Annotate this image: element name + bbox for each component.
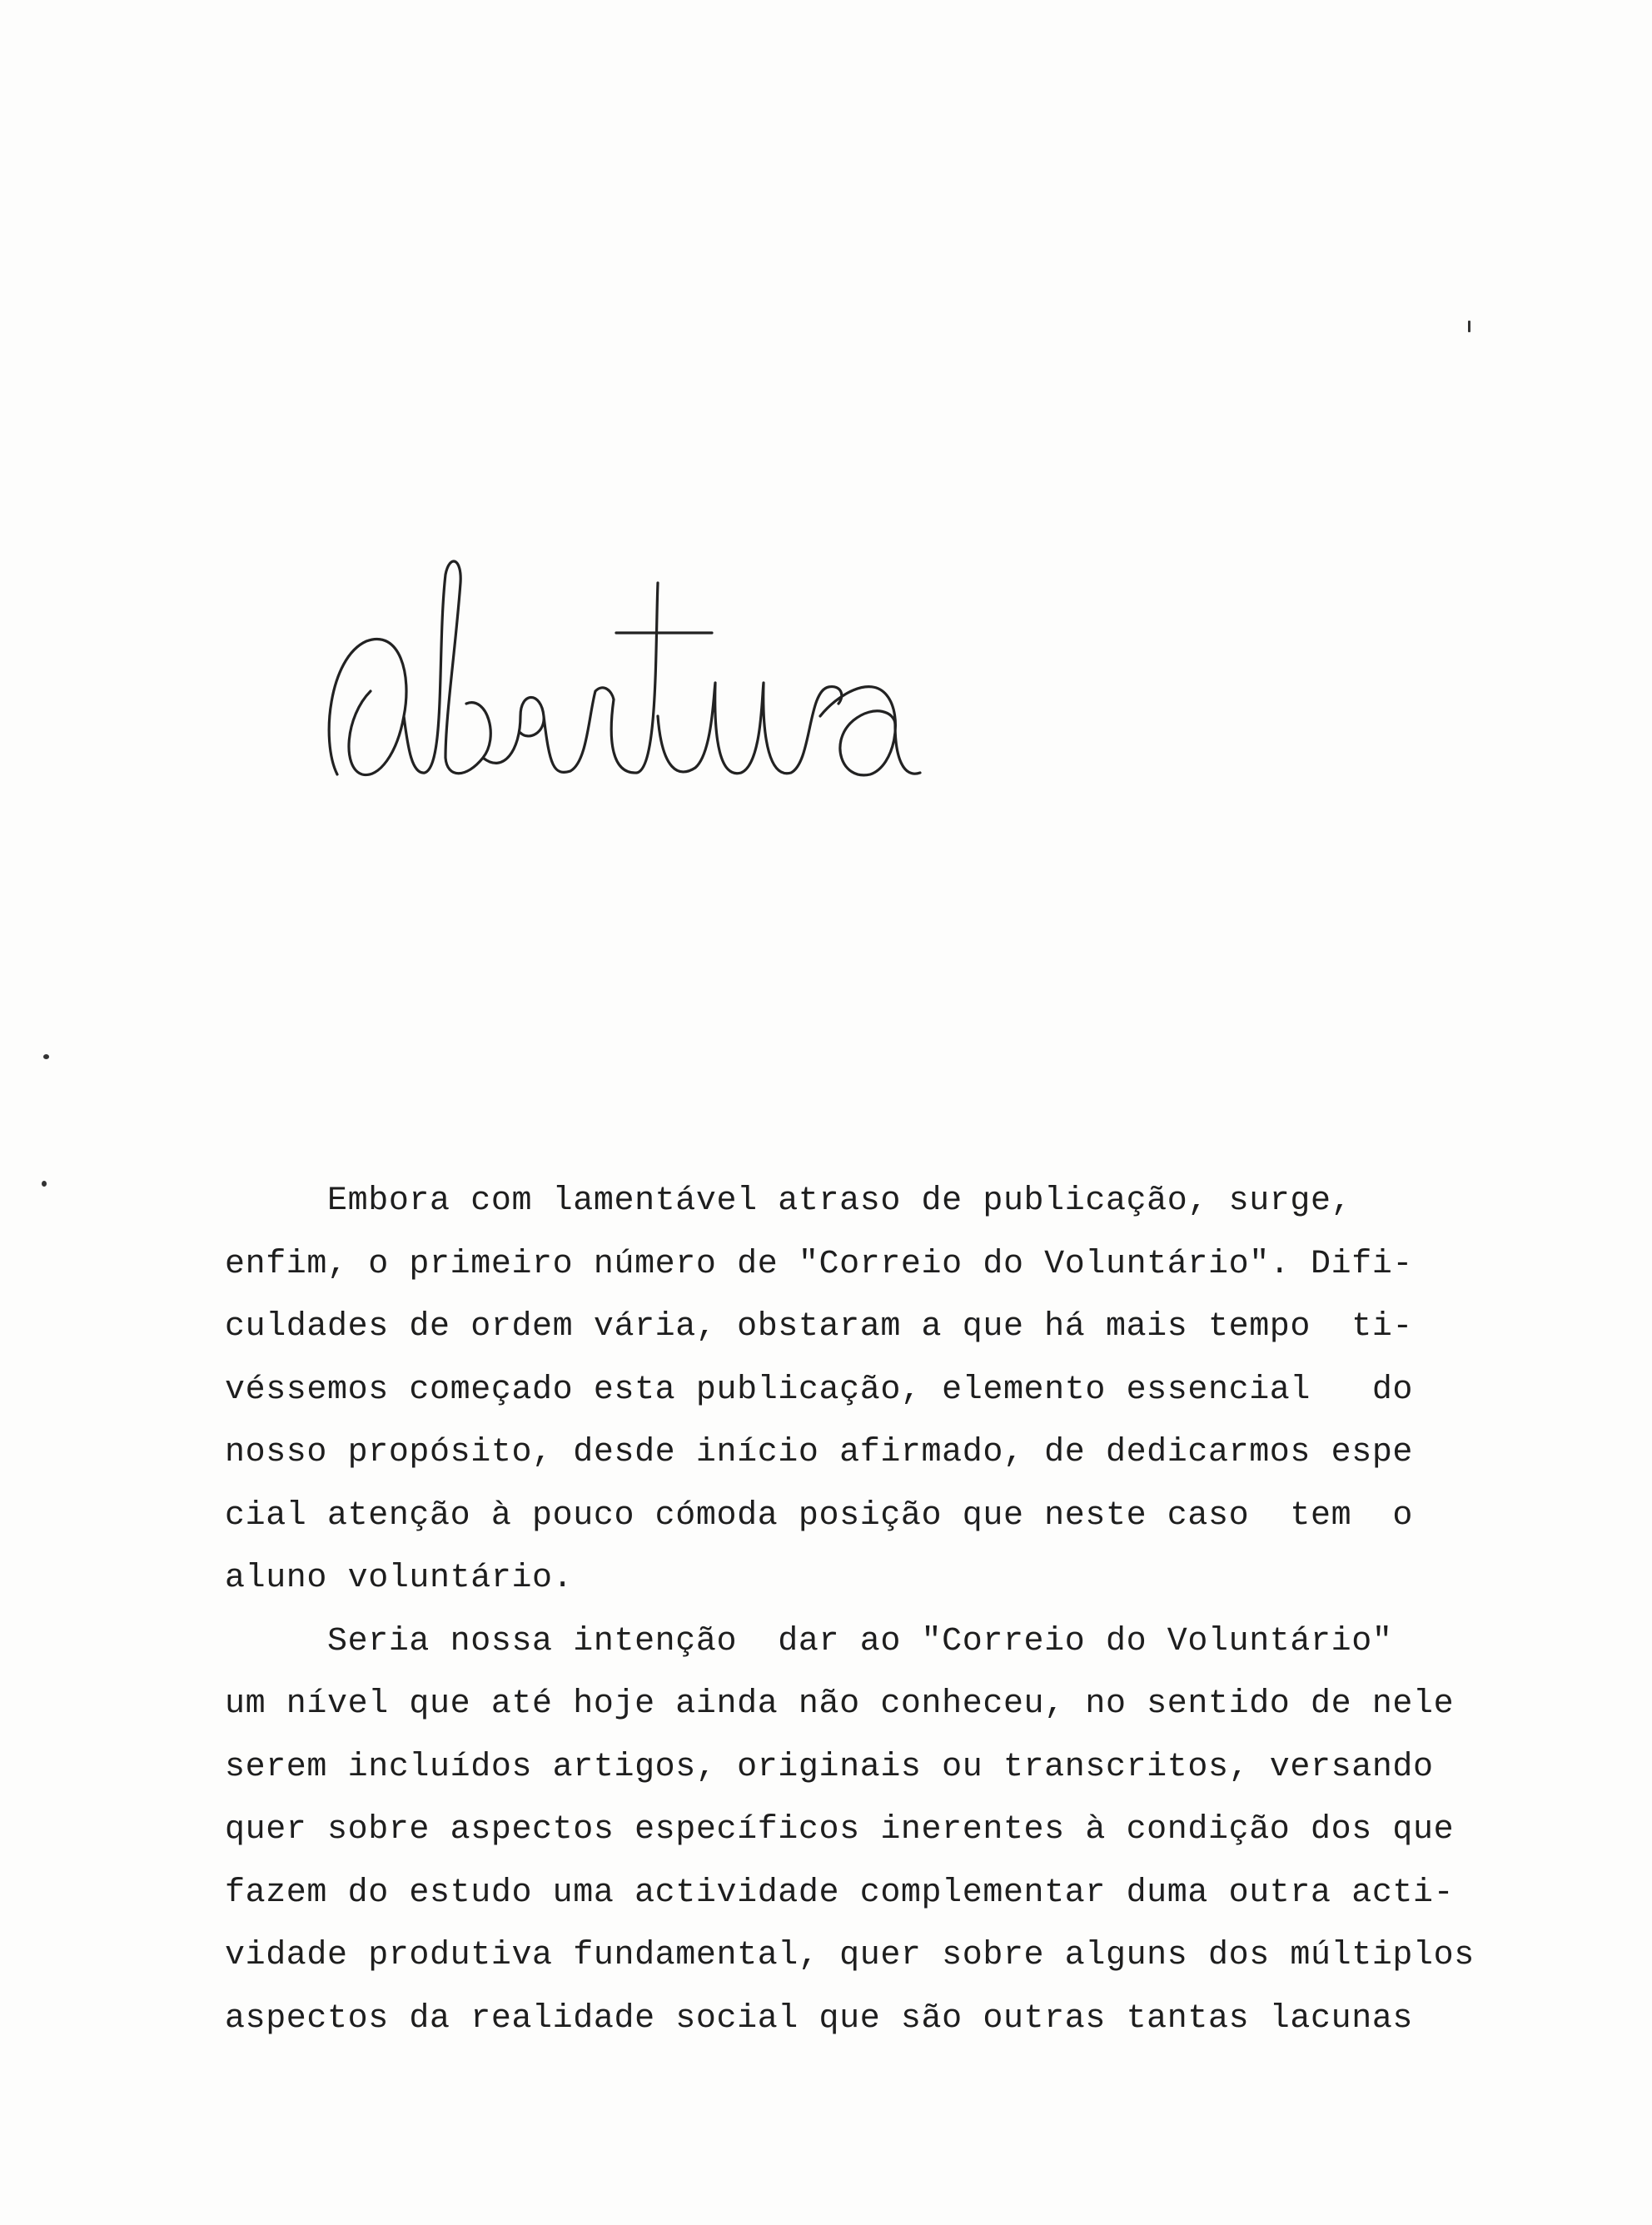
text-line: enfim, o primeiro número de "Correio do Voluntário". Difi-: [225, 1245, 1414, 1283]
handwritten-title: [321, 550, 1070, 799]
text-line: aspectos da realidade social que são outras tantas lacunas: [225, 1999, 1414, 2038]
paragraph-1: [225, 1170, 1507, 1610]
paragraph-2: [225, 1610, 1507, 2051]
text-line: quer sobre aspectos específicos inerentes à condição dos que: [225, 1811, 1455, 1849]
scan-speck: [43, 1054, 49, 1059]
text-line: nosso propósito, desde início afirmado, de dedicarmos espe: [225, 1434, 1414, 1471]
body-text: [225, 1170, 1507, 2050]
handwritten-title-drawing: [321, 550, 1070, 799]
text-line: um nível que até hoje ainda não conheceu, no sentido de nele: [225, 1685, 1455, 1723]
text-line: fazem do estudo uma actividade complementar duma outra acti-: [225, 1874, 1455, 1912]
text-line: Seria nossa intenção dar ao "Correio do Voluntário": [225, 1622, 1393, 1660]
text-line: culdades de ordem vária, obstaram a que há mais tempo ti-: [225, 1308, 1414, 1346]
scan-speck: [42, 1181, 47, 1187]
text-line: Embora com lamentável atraso de publicação, surge,: [225, 1182, 1352, 1220]
text-line: aluno voluntário.: [225, 1560, 574, 1597]
text-line: vidade produtiva fundamental, quer sobre alguns dos múltiplos: [225, 1937, 1475, 1974]
scan-speck: [1468, 321, 1470, 332]
text-line: cial atenção à pouco cómoda posição que neste caso tem o: [225, 1496, 1414, 1535]
text-line: serem incluídos artigos, originais ou transcritos, versando: [225, 1748, 1434, 1786]
text-line: véssemos começado esta publicação, elemento essencial do: [225, 1371, 1414, 1409]
